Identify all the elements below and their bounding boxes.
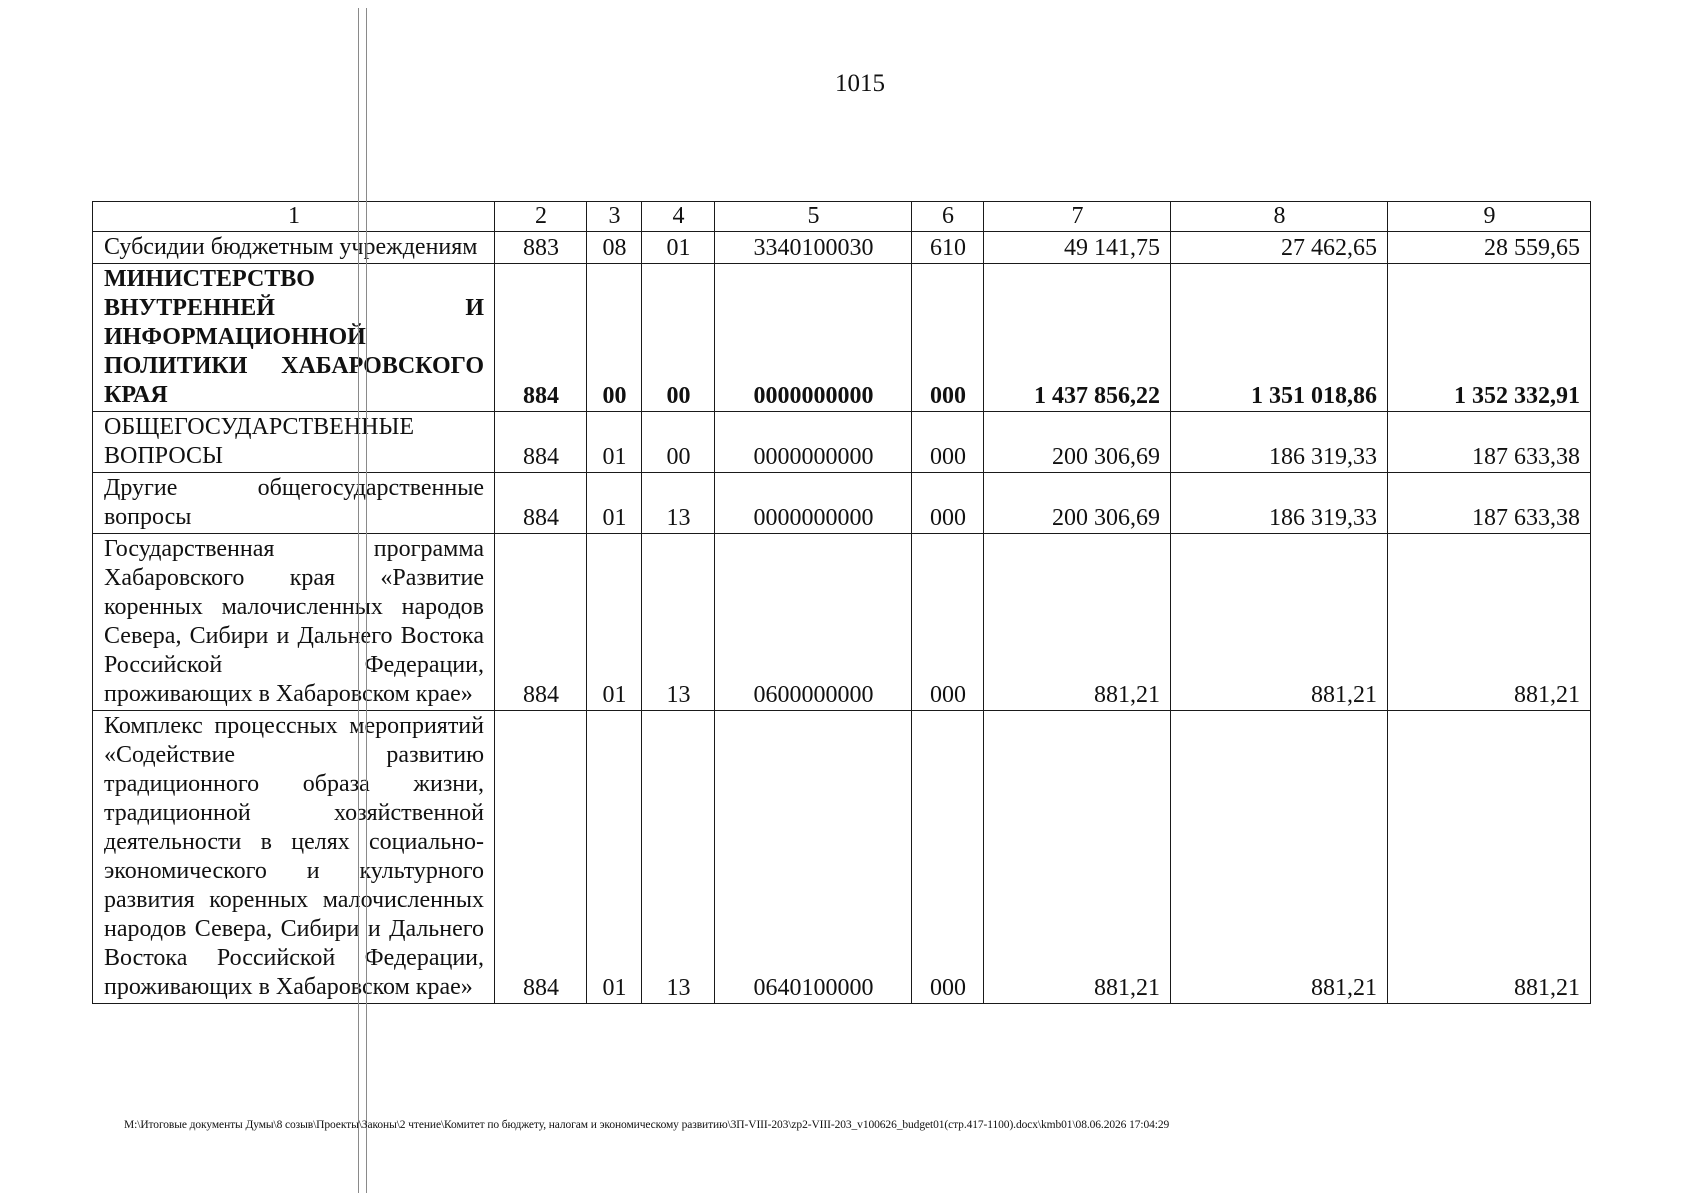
- item-name-cell: МИНИСТЕРСТВО ВНУТРЕННЕЙ И ИНФОРМАЦИОННОЙ ПОЛИТИКИ ХАБАРОВСКОГО КРАЯ: [93, 264, 495, 412]
- code-cell: 883: [495, 232, 587, 264]
- header-cell: 6: [912, 202, 984, 232]
- table-row: [93, 264, 1591, 412]
- amount-cell: 881,21: [1388, 534, 1591, 711]
- item-name-cell: Комплекс процессных мероприятий «Содействие развитию традиционного образа жизни, традиционной хозяйственной деятельности в целях социально-экономического и культурного развития коренных малочисленных народов Севера, Сибири и Дальнего Востока Российской Федерации, проживающих в Хабаровском крае»: [93, 711, 495, 1004]
- target-article-cell: 0640100000: [715, 711, 912, 1004]
- table-row: [93, 473, 1591, 534]
- item-name-cell: Субсидии бюджетным учреждениям: [93, 232, 495, 264]
- amount-cell: 881,21: [1171, 711, 1388, 1004]
- subsection-cell: 13: [642, 534, 715, 711]
- budget-table: [92, 201, 1591, 1004]
- expense-type-cell: 000: [912, 473, 984, 534]
- header-cell: 7: [984, 202, 1171, 232]
- item-name-cell: Государственная программа Хабаровского края «Развитие коренных малочисленных народов Севера, Сибири и Дальнего Востока Российской Федерации, проживающих в Хабаровском крае»: [93, 534, 495, 711]
- expense-type-cell: 000: [912, 264, 984, 412]
- item-name-cell: ОБЩЕГОСУДАРСТВЕННЫЕ ВОПРОСЫ: [93, 412, 495, 473]
- amount-cell: 27 462,65: [1171, 232, 1388, 264]
- amount-cell: 881,21: [984, 534, 1171, 711]
- target-article-cell: 0000000000: [715, 412, 912, 473]
- amount-cell: 200 306,69: [984, 412, 1171, 473]
- code-cell: 884: [495, 473, 587, 534]
- amount-cell: 881,21: [984, 711, 1171, 1004]
- header-cell: 9: [1388, 202, 1591, 232]
- section-cell: 00: [587, 264, 642, 412]
- target-article-cell: 3340100030: [715, 232, 912, 264]
- section-cell: 01: [587, 534, 642, 711]
- header-cell: 8: [1171, 202, 1388, 232]
- subsection-cell: 00: [642, 412, 715, 473]
- amount-cell: 187 633,38: [1388, 473, 1591, 534]
- item-name-cell: Другие общегосударственные вопросы: [93, 473, 495, 534]
- scan-fold-line: [366, 8, 367, 1193]
- table-row: [93, 534, 1591, 711]
- target-article-cell: 0000000000: [715, 264, 912, 412]
- expense-type-cell: 610: [912, 232, 984, 264]
- expense-type-cell: 000: [912, 534, 984, 711]
- amount-cell: 881,21: [1388, 711, 1591, 1004]
- amount-cell: 200 306,69: [984, 473, 1171, 534]
- amount-cell: 881,21: [1171, 534, 1388, 711]
- section-cell: 01: [587, 412, 642, 473]
- amount-cell: 186 319,33: [1171, 412, 1388, 473]
- column-number-row: [93, 202, 1591, 232]
- section-cell: 08: [587, 232, 642, 264]
- code-cell: 884: [495, 711, 587, 1004]
- subsection-cell: 13: [642, 711, 715, 1004]
- amount-cell: 28 559,65: [1388, 232, 1591, 264]
- scan-fold-line: [358, 8, 359, 1193]
- amount-cell: 1 351 018,86: [1171, 264, 1388, 412]
- subsection-cell: 13: [642, 473, 715, 534]
- code-cell: 884: [495, 264, 587, 412]
- amount-cell: 186 319,33: [1171, 473, 1388, 534]
- file-path-footer: M:\Итоговые документы Думы\8 созыв\Проекты\Законы\2 чтение\Комитет по бюджету, налогам и экономическому развитию\3П-VIII-203\zp2-VIII-203_v100626_budget01(стр.417-1100).docx\kmb01\08.06.2026 17:04:29: [124, 1119, 1170, 1131]
- header-cell: 3: [587, 202, 642, 232]
- budget-table-body: [93, 202, 1591, 1004]
- target-article-cell: 0600000000: [715, 534, 912, 711]
- section-cell: 01: [587, 473, 642, 534]
- section-cell: 01: [587, 711, 642, 1004]
- table-row: [93, 711, 1591, 1004]
- header-cell: 5: [715, 202, 912, 232]
- amount-cell: 49 141,75: [984, 232, 1171, 264]
- amount-cell: 1 437 856,22: [984, 264, 1171, 412]
- amount-cell: 187 633,38: [1388, 412, 1591, 473]
- header-cell: 4: [642, 202, 715, 232]
- header-cell: 2: [495, 202, 587, 232]
- table-row: [93, 412, 1591, 473]
- code-cell: 884: [495, 412, 587, 473]
- expense-type-cell: 000: [912, 711, 984, 1004]
- header-cell: 1: [93, 202, 495, 232]
- table-row: [93, 232, 1591, 264]
- amount-cell: 1 352 332,91: [1388, 264, 1591, 412]
- subsection-cell: 00: [642, 264, 715, 412]
- code-cell: 884: [495, 534, 587, 711]
- subsection-cell: 01: [642, 232, 715, 264]
- page-number: 1015: [835, 70, 885, 97]
- target-article-cell: 0000000000: [715, 473, 912, 534]
- expense-type-cell: 000: [912, 412, 984, 473]
